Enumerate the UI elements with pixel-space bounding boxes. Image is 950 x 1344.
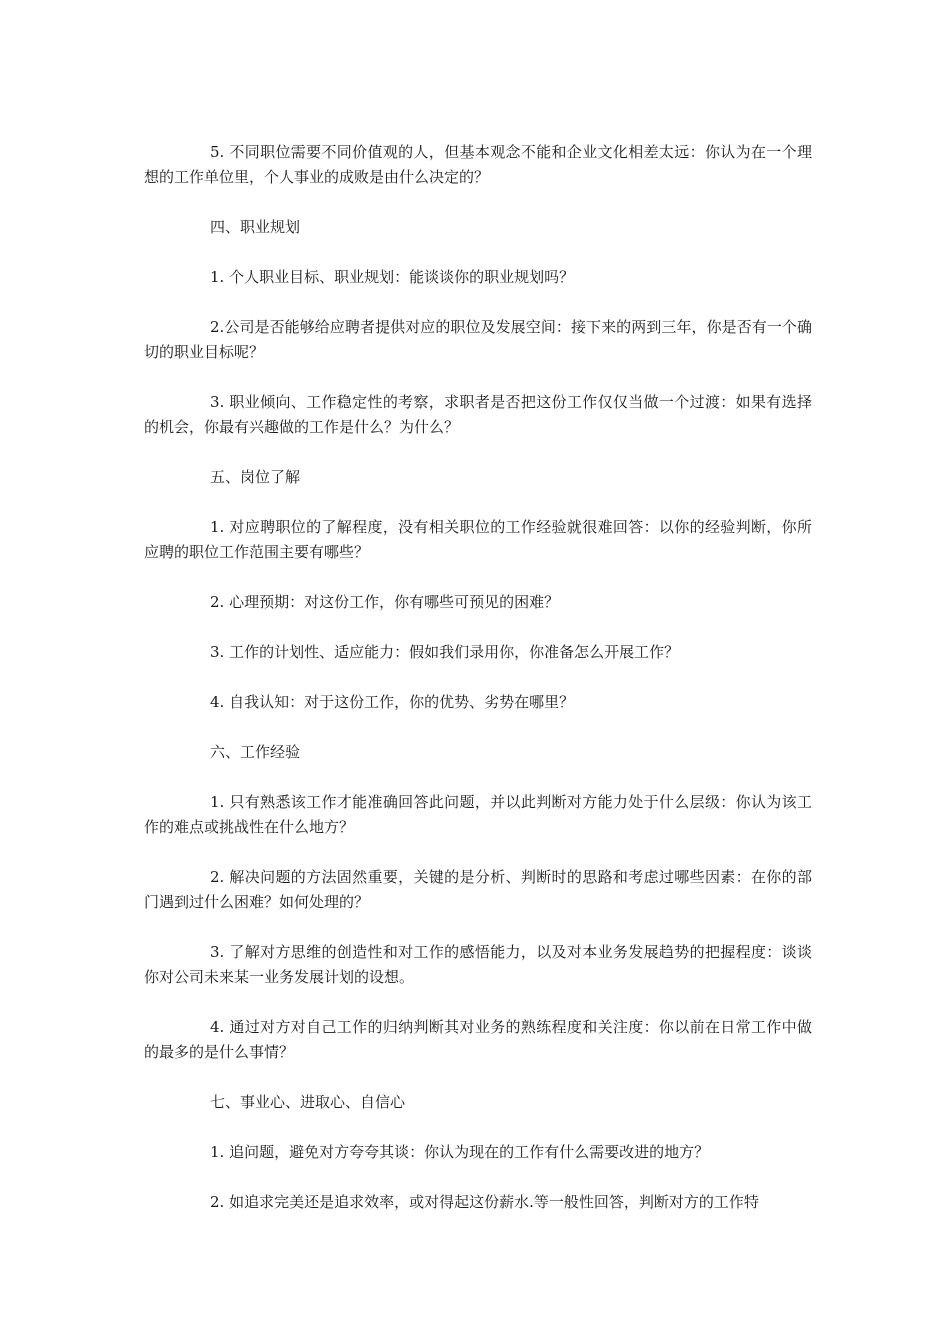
section-heading-position-understanding: 五、岗位了解 <box>210 468 301 486</box>
paragraph-position-3: 3. 工作的计划性、适应能力：假如我们录用你，你准备怎么开展工作？ <box>210 643 680 661</box>
paragraph-position-4: 4. 自我认知：对于这份工作，你的优势、劣势在哪里？ <box>210 693 575 711</box>
paragraph-experience-2: 2. 解决问题的方法固然重要，关键的是分析、判断时的思路和考虑过哪些因素：在你的部门遇到过什么困难？如何处理的？ <box>144 868 812 911</box>
paragraph-career-2: 2.公司是否能够给应聘者提供对应的职位及发展空间：接下来的两到三年，你是否有一个确切的职业目标呢？ <box>144 318 812 361</box>
section-heading-ambition: 七、事业心、进取心、自信心 <box>210 1093 406 1111</box>
paragraph-position-2: 2. 心理预期：对这份工作，你有哪些可预见的困难？ <box>210 593 560 611</box>
paragraph-ambition-2: 2. 如追求完美还是追求效率，或对得起这份薪水.等一般性回答，判断对方的工作特 <box>210 1193 759 1211</box>
paragraph-value-5: 5. 不同职位需要不同价值观的人，但基本观念不能和企业文化相差太远：你认为在一个理想的工作单位里，个人事业的成败是由什么决定的？ <box>144 143 812 186</box>
paragraph-career-1: 1. 个人职业目标、职业规划：能谈谈你的职业规划吗？ <box>210 268 575 286</box>
paragraph-experience-1: 1. 只有熟悉该工作才能准确回答此问题，并以此判断对方能力处于什么层级：你认为该工作的难点或挑战性在什么地方？ <box>144 793 812 836</box>
section-heading-career-planning: 四、职业规划 <box>210 218 301 236</box>
paragraph-career-3: 3. 职业倾向、工作稳定性的考察，求职者是否把这份工作仅仅当做一个过渡：如果有选择的机会，你最有兴趣做的工作是什么？为什么？ <box>144 393 812 436</box>
section-heading-work-experience: 六、工作经验 <box>210 743 301 761</box>
paragraph-position-1: 1. 对应聘职位的了解程度，没有相关职位的工作经验就很难回答：以你的经验判断，你所应聘的职位工作范围主要有哪些？ <box>144 518 812 561</box>
paragraph-experience-4: 4. 通过对方对自己工作的归纳判断其对业务的熟练程度和关注度：你以前在日常工作中做的最多的是什么事情？ <box>144 1018 812 1061</box>
paragraph-ambition-1: 1. 追问题，避免对方夸夸其谈：你认为现在的工作有什么需要改进的地方？ <box>210 1143 710 1161</box>
paragraph-experience-3: 3. 了解对方思维的创造性和对工作的感悟能力，以及对本业务发展趋势的把握程度：谈谈你对公司未来某一业务发展计划的设想。 <box>144 943 812 986</box>
document-body <box>144 140 812 1240</box>
